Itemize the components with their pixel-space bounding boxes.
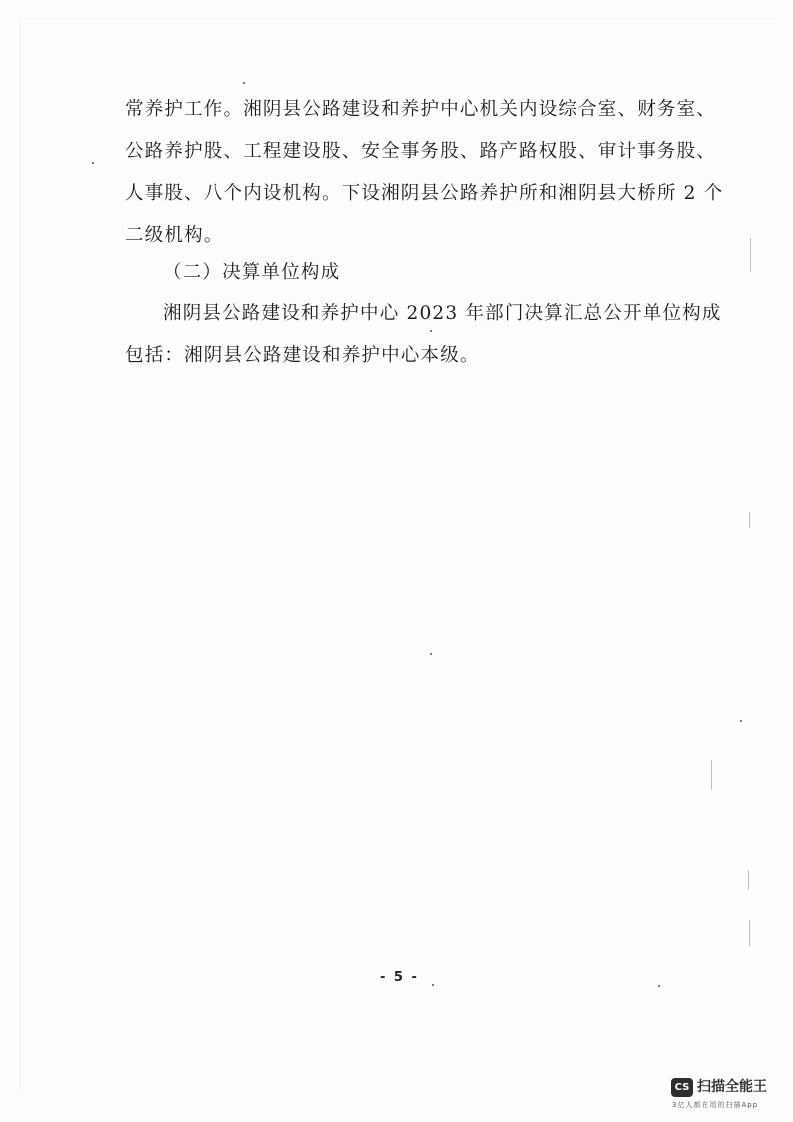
paragraph-units — [125, 293, 722, 377]
section-heading — [163, 252, 340, 294]
watermark-app-name: 扫描全能王 — [697, 1079, 767, 1095]
scan-edge-mark — [748, 870, 749, 890]
scan-speck — [243, 82, 245, 84]
scan-speck — [430, 330, 432, 332]
text-line: 二级机构。 — [125, 225, 224, 246]
text-line: 常养护工作。湘阴县公路建设和养护中心机关内设综合室、财务室、 — [125, 99, 717, 120]
scan-edge-mark — [711, 760, 712, 790]
text-line: 公路养护股、工程建设股、安全事务股、路产路权股、审计事务股、 — [125, 141, 717, 162]
scanner-watermark — [671, 1074, 781, 1114]
scan-speck — [432, 984, 434, 986]
text-line: 包括：湘阴县公路建设和养护中心本级。 — [125, 345, 480, 366]
scan-speck — [92, 162, 94, 164]
heading-text: （二）决算单位构成 — [163, 262, 341, 283]
scan-edge-mark — [750, 238, 751, 272]
page-number: - 5 - — [380, 970, 419, 985]
scan-speck — [658, 985, 660, 987]
scan-edge-mark — [749, 920, 750, 946]
paragraph-organization — [125, 89, 723, 257]
text-line: 人事股、八个内设机构。下设湘阴县公路养护所和湘阴县大桥所 2 个 — [125, 183, 724, 204]
watermark-tagline: 3亿人都在用的扫描App — [672, 1101, 759, 1109]
scan-edge-mark — [749, 512, 750, 528]
camscanner-logo-icon: CS — [671, 1078, 693, 1097]
scan-speck — [740, 720, 742, 722]
scan-speck — [430, 653, 432, 655]
text-line: 湘阴县公路建设和养护中心 2023 年部门决算汇总公开单位构成 — [163, 303, 722, 324]
